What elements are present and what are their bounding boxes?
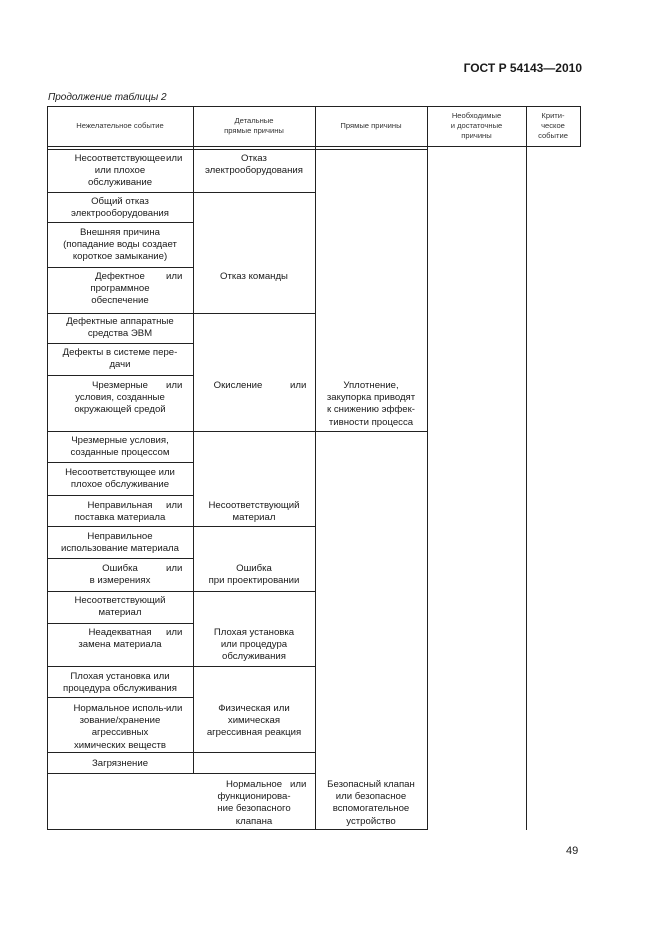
event-cell: Плохая установка или процедура обслуживания (63, 671, 177, 695)
direct-cause-cell: Уплотнение, закупорка приводят к снижению эффек- тивности процесса (326, 380, 416, 428)
header-undesired-event: Нежелательное событие (76, 121, 164, 130)
detailed-cause-cell: Отказ команды (220, 271, 288, 282)
event-cell: Чрезмерные условия, созданные окружающей средой (74, 380, 166, 416)
row-divider (47, 591, 194, 592)
event-cell: Нормальное исполь- зование/хранение агрессивных химических веществ (73, 703, 167, 751)
event-cell: Несоответствующее или плохое обслуживание (65, 467, 175, 491)
row-divider (47, 192, 194, 193)
row-divider (47, 752, 194, 753)
row-divider (47, 526, 194, 527)
row-divider (47, 558, 194, 559)
detailed-cause-cell: Плохая установка или процедура обслуживания (213, 627, 295, 663)
header-direct-causes: Прямые причины (340, 121, 402, 130)
row-divider (47, 267, 194, 268)
or-connector: или (290, 380, 307, 391)
event-cell: Загрязнение (91, 758, 149, 769)
col4-divider (526, 106, 527, 830)
detailed-cause-cell: Физическая или химическая агрессивная реакция (206, 703, 302, 739)
event-cell: Неправильная поставка материала (74, 500, 166, 524)
row-divider (193, 149, 316, 150)
event-cell: Чрезмерные условия, созданные процессом (70, 435, 170, 459)
detailed-cause-cell: Ошибка при проектировании (208, 563, 300, 587)
or-connector: или (166, 563, 183, 574)
row-divider (47, 697, 194, 698)
row-divider (193, 431, 316, 432)
event-cell: Дефектные аппаратные средства ЭВМ (66, 316, 174, 340)
row-divider (47, 343, 194, 344)
row-divider (193, 752, 316, 753)
document-code: ГОСТ Р 54143—2010 (463, 61, 582, 75)
header-necessary-sufficient: Необходимые и достаточные причины (450, 111, 503, 140)
row-divider (47, 462, 194, 463)
row-divider (47, 222, 194, 223)
or-connector: или (166, 153, 183, 164)
row-divider (47, 495, 194, 496)
table-bottom-border (47, 829, 427, 830)
row-divider (47, 431, 194, 432)
direct-cause-cell: Безопасный клапан или безопасное вспомогательное устройство (327, 779, 415, 827)
row-divider (47, 623, 194, 624)
row-divider (47, 313, 194, 314)
detailed-cause-cell: Окисление (213, 380, 263, 391)
col3-divider (427, 106, 428, 830)
detailed-cause-cell: Отказ электрооборудования (205, 153, 303, 177)
row-divider (47, 149, 194, 150)
row-divider (315, 431, 428, 432)
or-connector: или (290, 779, 307, 790)
event-cell: Неправильное использование материала (61, 531, 179, 555)
event-cell: Несоответствующее или плохое обслуживание (74, 153, 166, 189)
table-caption: Продолжение таблицы 2 (48, 92, 167, 103)
event-cell: Несоответствующий материал (74, 595, 166, 619)
event-cell: Общий отказ электрооборудования (71, 196, 169, 220)
detailed-cause-cell: Несоответствующий материал (208, 500, 300, 524)
row-divider (193, 666, 316, 667)
row-divider (193, 526, 316, 527)
or-connector: или (166, 703, 183, 714)
header-bottom-border (47, 146, 580, 147)
table-right-border (580, 106, 581, 147)
header-critical-event: Крити- ческое событие (538, 111, 568, 140)
event-cell: Дефектное программное обеспечение (90, 271, 150, 307)
row-divider (193, 192, 316, 193)
event-cell: Ошибка в измерениях (89, 563, 151, 587)
row-divider (47, 666, 194, 667)
or-connector: или (166, 380, 183, 391)
detailed-cause-cell: Нормальное функционирова- ние безопасного клапана (217, 779, 291, 827)
col2-divider (315, 106, 316, 830)
row-divider (193, 313, 316, 314)
page-number: 49 (566, 845, 579, 857)
row-divider (315, 149, 428, 150)
row-divider (47, 375, 194, 376)
event-cell: Дефекты в системе пере- дачи (62, 347, 178, 371)
event-cell: Внешняя причина (попадание воды создает короткое замыкание) (63, 227, 177, 263)
col1-divider (193, 106, 194, 774)
row-divider (193, 591, 316, 592)
or-connector: или (166, 627, 183, 638)
event-cell: Неадекватная замена материала (78, 627, 162, 651)
or-connector: или (166, 500, 183, 511)
or-connector: или (166, 271, 183, 282)
row-divider (47, 773, 194, 774)
header-detailed-direct-causes: Детальные прямые причины (224, 116, 284, 135)
row-divider (193, 773, 316, 774)
